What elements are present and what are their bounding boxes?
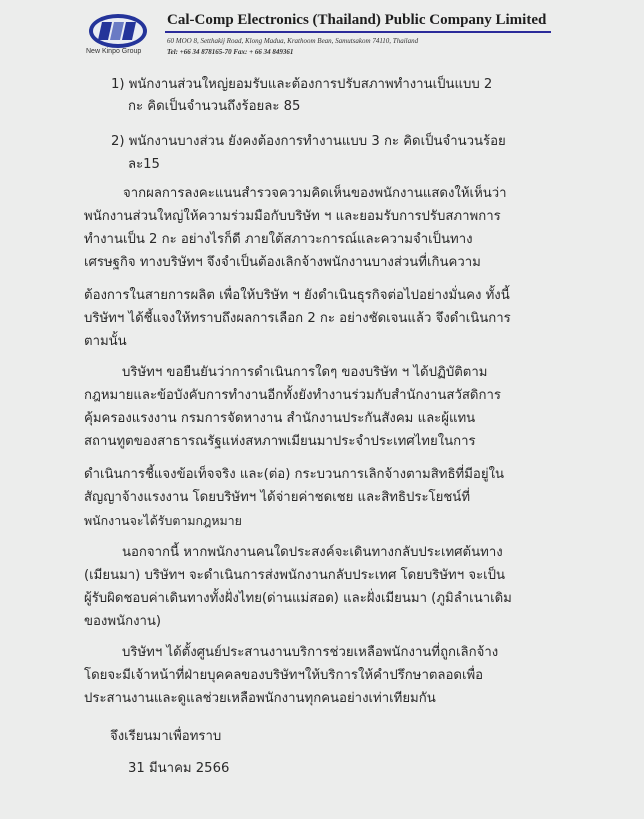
body-line: ละ15 — [128, 157, 160, 172]
letter-date: 31 มีนาคม 2566 — [128, 761, 230, 776]
closing-line: จึงเรียนมาเพื่อทราบ — [110, 729, 222, 744]
body-line: บริษัทฯ ได้ชี้แจงให้ทราบถึงผลการเลือก 2 กะ อย่างชัดเจนแล้ว จึงดำเนินการ — [84, 311, 511, 326]
body-line: จากผลการลงคะแนนสำรวจความคิดเห็นของพนักงานแสดงให้เห็นว่า — [123, 186, 507, 201]
body-line: นอกจากนี้ หากพนักงานคนใดประสงค์จะเดินทางกลับประเทศต้นทาง — [122, 545, 503, 560]
body-line: เศรษฐกิจ ทางบริษัทฯ จึงจำเป็นต้องเลิกจ้างพนักงานบางส่วนที่เกินความ — [84, 255, 481, 270]
body-line: กะ คิดเป็นจำนวนถึงร้อยละ 85 — [128, 99, 301, 114]
body-line: กฎหมายและข้อบังคับการทำงานอีกทั้งยังทำงานร่วมกับสำนักงานสวัสดิการ — [84, 388, 501, 403]
body-line: ของพนักงาน) — [84, 614, 162, 629]
body-line: โดยจะมีเจ้าหน้าที่ฝ่ายบุคคลของบริษัทฯให้บริการให้คำปรึกษาตลอดเพื่อ — [84, 668, 484, 683]
header-rule — [165, 31, 551, 33]
body-line: บริษัทฯ ขอยืนยันว่าการดำเนินการใดๆ ของบริษัท ฯ ได้ปฏิบัติตาม — [122, 365, 488, 380]
body-line: ดำเนินการชี้แจงข้อเท็จจริง และ(ต่อ) กระบวนการเลิกจ้างตามสิทธิที่มีอยู่ใน — [84, 467, 505, 482]
body-line: (เมียนมา) บริษัทฯ จะดำเนินการส่งพนักงานกลับประเทศ โดยบริษัทฯ จะเป็น — [84, 568, 506, 583]
company-tel-fax: Tel: +66 34 878165-70 Fax: + 66 34 849361 — [167, 48, 294, 56]
body-line: ต้องการในสายการผลิต เพื่อให้บริษัท ฯ ยังดำเนินธุรกิจต่อไปอย่างมั่นคง ทั้งนี้ — [84, 288, 510, 303]
body-line: บริษัทฯ ได้ตั้งศูนย์ประสานงานบริการช่วยเหลือพนักงานที่ถูกเลิกจ้าง — [122, 645, 499, 660]
company-logo — [88, 12, 148, 50]
logo-caption: New Kinpo Group — [86, 48, 142, 55]
body-line: ผู้รับผิดชอบค่าเดินทางทั้งฝั่งไทย(ด่านแม่สอด) และฝั่งเมียนมา (ภูมิลำเนาเดิม — [84, 591, 512, 606]
body-line: 1) พนักงานส่วนใหญ่ยอมรับและต้องการปรับสภาพทำงานเป็นแบบ 2 — [111, 77, 493, 92]
body-line: 2) พนักงานบางส่วน ยังคงต้องการทำงานแบบ 3 กะ คิดเป็นจำนวนร้อย — [111, 134, 506, 149]
body-line: พนักงานจะได้รับตามกฎหมาย — [84, 513, 242, 528]
body-line: คุ้มครองแรงงาน กรมการจัดหางาน สำนักงานประกันสังคม และผู้แทน — [84, 411, 476, 426]
body-line: สถานทูตของสาธารณรัฐแห่งสหภาพเมียนมาประจำประเทศไทยในการ — [84, 434, 476, 449]
body-line: พนักงานส่วนใหญ่ให้ความร่วมมือกับบริษัท ฯ และยอมรับการปรับสภาพการ — [84, 209, 501, 224]
company-name: Cal-Comp Electronics (Thailand) Public Company Limited — [167, 12, 547, 28]
body-line: สัญญาจ้างแรงงาน โดยบริษัทฯ ได้จ่ายค่าชดเชย และสิทธิประโยชน์ที่ — [84, 490, 471, 505]
company-address: 60 MOO 8, Setthakij Road, Klong Madua, Krathoom Bean, Samutsakom 74110, Thailand — [167, 37, 419, 45]
body-line: ทำงานเป็น 2 กะ อย่างไรก็ดี ภายใต้สภาวะการณ์และความจำเป็นทาง — [84, 232, 473, 247]
body-line: ประสานงานและดูแลช่วยเหลือพนักงานทุกคนอย่างเท่าเทียมกัน — [84, 691, 436, 706]
body-line: ตามนั้น — [84, 334, 127, 349]
